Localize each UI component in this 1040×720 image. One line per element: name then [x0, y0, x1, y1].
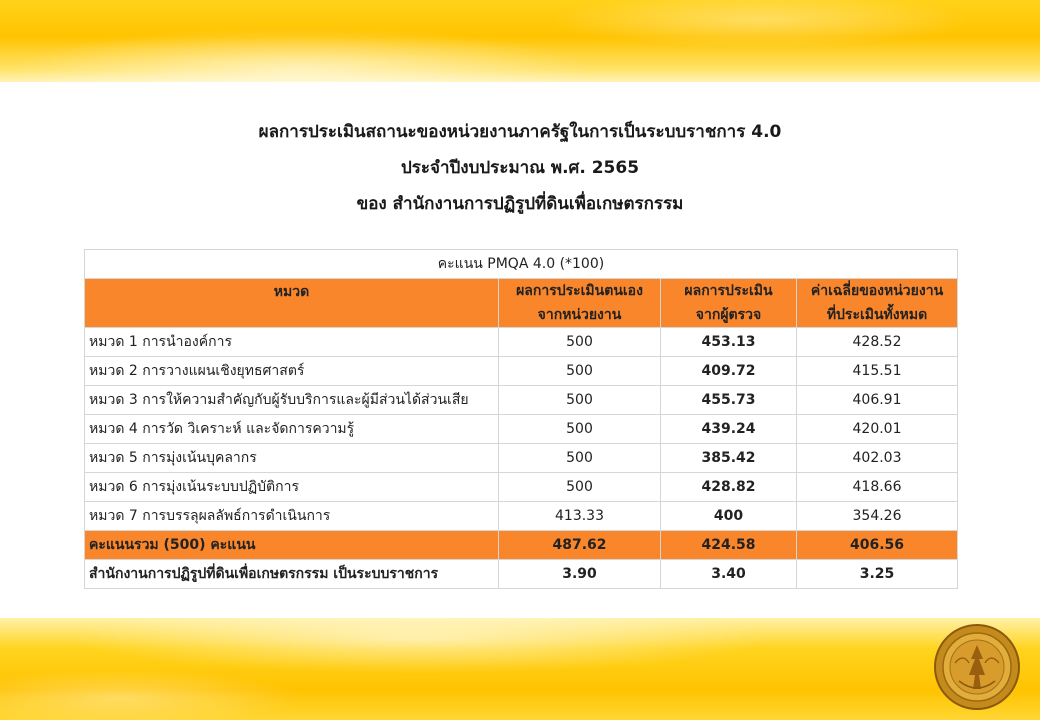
row-self-score: 413.33 — [499, 502, 661, 531]
row-avg-score: 418.66 — [797, 473, 958, 502]
row-avg-score: 406.91 — [797, 386, 958, 415]
total-audit-score: 424.58 — [661, 531, 797, 560]
total-row — [85, 531, 958, 560]
table-row — [85, 357, 958, 386]
row-audit-score: 439.24 — [661, 415, 797, 444]
header-self-line1: ผลการประเมินตนเอง — [516, 283, 643, 299]
page-title-line2: ประจำปีงบประมาณ พ.ศ. 2565 — [400, 158, 640, 178]
top-decorative-band — [0, 0, 1040, 82]
table-header-row — [85, 279, 958, 328]
row-self-score: 500 — [499, 473, 661, 502]
header-avg-line1: ค่าเฉลี่ยของหน่วยงาน — [810, 283, 944, 299]
bottom-decorative-band — [0, 618, 1040, 720]
row-audit-score: 455.73 — [661, 386, 797, 415]
header-category — [85, 279, 499, 328]
total-label: คะแนนรวม (500) คะแนน — [85, 531, 499, 560]
row-category: หมวด 7 การบรรลุผลลัพธ์การดำเนินการ — [85, 502, 499, 531]
table-row — [85, 328, 958, 357]
header-avg-line2: ที่ประเมินทั้งหมด — [826, 307, 928, 323]
final-avg-level: 3.25 — [797, 560, 958, 589]
final-self-level: 3.90 — [499, 560, 661, 589]
row-audit-score: 453.13 — [661, 328, 797, 357]
row-avg-score: 420.01 — [797, 415, 958, 444]
total-self-score: 487.62 — [499, 531, 661, 560]
row-audit-score: 428.82 — [661, 473, 797, 502]
row-audit-score: 409.72 — [661, 357, 797, 386]
total-avg-score: 406.56 — [797, 531, 958, 560]
final-level-row — [85, 560, 958, 589]
header-audit-line2: จากผู้ตรวจ — [695, 307, 762, 323]
table-row — [85, 415, 958, 444]
table-caption: คะแนน PMQA 4.0 (*100) — [85, 250, 958, 279]
header-avg — [797, 279, 958, 328]
header-self-line2: จากหน่วยงาน — [537, 307, 622, 323]
header-category-label: หมวด — [273, 284, 310, 300]
row-avg-score: 354.26 — [797, 502, 958, 531]
row-self-score: 500 — [499, 386, 661, 415]
table-row — [85, 473, 958, 502]
row-category: หมวด 3 การให้ความสำคัญกับผู้รับบริการและผู้มีส่วนได้ส่วนเสีย — [85, 386, 499, 415]
table-row — [85, 386, 958, 415]
final-label: สำนักงานการปฏิรูปที่ดินเพื่อเกษตรกรรม เป็นระบบราชการ — [85, 560, 499, 589]
row-category: หมวด 2 การวางแผนเชิงยุทธศาสตร์ — [85, 357, 499, 386]
header-audit — [661, 279, 797, 328]
row-self-score: 500 — [499, 328, 661, 357]
final-audit-level: 3.40 — [661, 560, 797, 589]
row-self-score: 500 — [499, 357, 661, 386]
row-category: หมวด 4 การวัด วิเคราะห์ และจัดการความรู้ — [85, 415, 499, 444]
row-category: หมวด 5 การมุ่งเน้นบุคลากร — [85, 444, 499, 473]
table-row — [85, 444, 958, 473]
row-avg-score: 402.03 — [797, 444, 958, 473]
table-row — [85, 502, 958, 531]
header-audit-line1: ผลการประเมิน — [684, 283, 773, 299]
row-avg-score: 428.52 — [797, 328, 958, 357]
table-caption-row — [85, 250, 958, 279]
header-self — [499, 279, 661, 328]
row-audit-score: 385.42 — [661, 444, 797, 473]
row-category: หมวด 1 การนำองค์การ — [85, 328, 499, 357]
page-title-line1: ผลการประเมินสถานะของหน่วยงานภาครัฐในการเป็นระบบราชการ 4.0 — [258, 122, 782, 142]
alro-seal-icon — [933, 623, 1021, 711]
row-category: หมวด 6 การมุ่งเน้นระบบปฏิบัติการ — [85, 473, 499, 502]
pmqa-score-table — [84, 249, 958, 589]
row-avg-score: 415.51 — [797, 357, 958, 386]
row-self-score: 500 — [499, 415, 661, 444]
page-title-line3: ของ สำนักงานการปฏิรูปที่ดินเพื่อเกษตรกรรม — [356, 194, 684, 214]
row-audit-score: 400 — [661, 502, 797, 531]
row-self-score: 500 — [499, 444, 661, 473]
